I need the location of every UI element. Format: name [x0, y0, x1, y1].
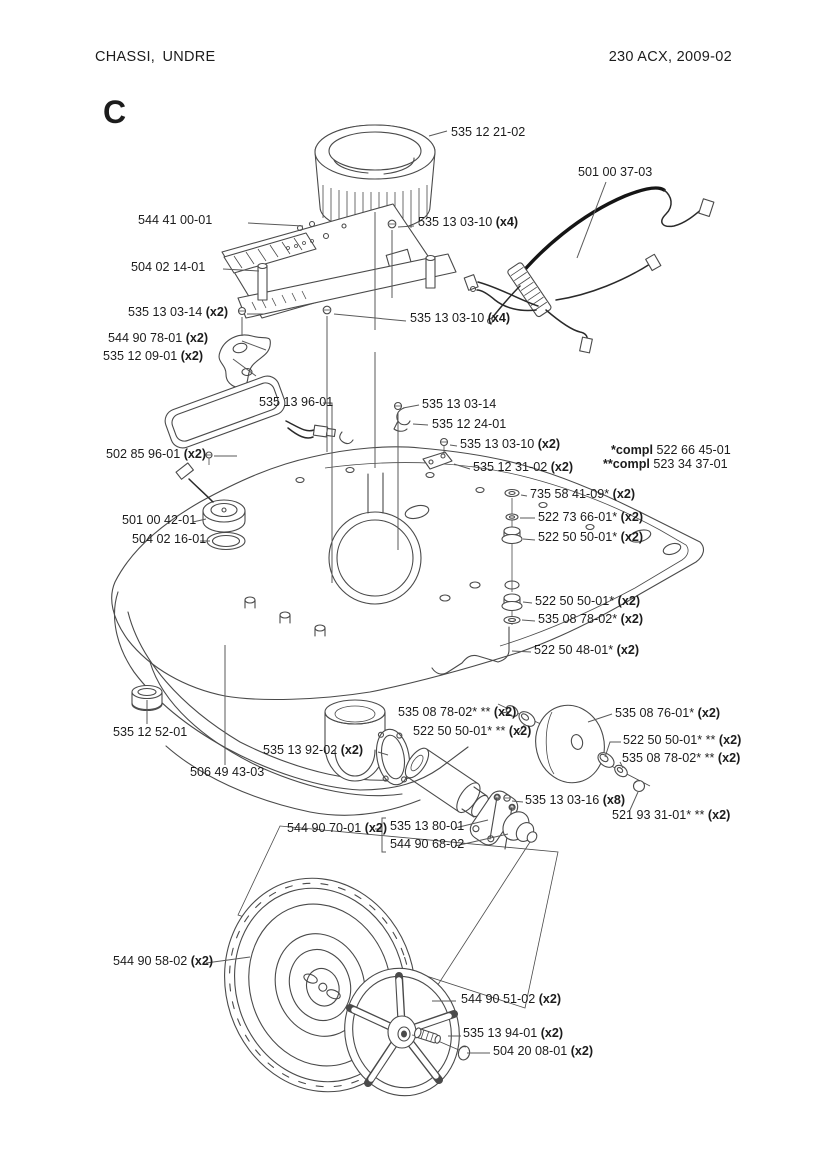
part-label: 522 50 48-01* (x2) [534, 643, 640, 657]
part-label: 535 13 03-16 (x8) [525, 793, 626, 807]
part-label: 535 13 03-14 (x2) [128, 305, 229, 319]
part-label: 535 08 78-02* ** (x2) [622, 751, 741, 765]
part-label: 522 73 66-01* (x2) [538, 510, 644, 524]
part-label: 535 08 78-02* (x2) [538, 612, 644, 626]
section-letter: C [103, 94, 127, 130]
page-title: CHASSI, UNDRE [95, 49, 216, 65]
part-label: 544 41 00-01 [138, 213, 213, 227]
part-label: 535 12 24-01 [432, 417, 507, 431]
part-label: 535 13 80-01 [390, 819, 465, 833]
part-label: 535 13 03-10 (x2) [460, 437, 561, 451]
footnote: **compl 523 34 37-01 [603, 457, 728, 471]
part-label: 522 50 50-01* (x2) [538, 530, 644, 544]
part-label: 535 13 96-01 [259, 395, 334, 409]
part-label: 544 90 58-02 (x2) [113, 954, 214, 968]
part-label: 521 93 31-01* ** (x2) [612, 808, 731, 822]
part-label: 535 08 76-01* (x2) [615, 706, 721, 720]
part-label: 501 00 37-03 [578, 165, 653, 179]
part-label: 535 13 03-10 (x4) [410, 311, 511, 325]
part-label: 535 12 31-02 (x2) [473, 460, 574, 474]
part-label: 522 50 50-01* ** (x2) [623, 733, 742, 747]
part-label: 544 90 70-01 (x2) [287, 821, 388, 835]
oring-drawing [207, 533, 245, 550]
part-label: 535 12 52-01 [113, 725, 188, 739]
footnote: *compl 522 66 45-01 [611, 443, 731, 457]
wheel-motor-drawing [401, 744, 539, 849]
battery-cover-drawing [162, 373, 353, 452]
part-label: 502 85 96-01 (x2) [106, 447, 207, 461]
part-label: 504 02 14-01 [131, 260, 206, 274]
part-label: 535 12 09-01 (x2) [103, 349, 204, 363]
part-label: 735 58 41-09* (x2) [530, 487, 636, 501]
part-label: 504 20 08-01 (x2) [493, 1044, 594, 1058]
part-label: 535 13 92-02 (x2) [263, 743, 364, 757]
part-label: 522 50 50-01* ** (x2) [413, 724, 532, 738]
part-label: 535 12 21-02 [451, 125, 526, 139]
part-label: 504 02 16-01 [132, 532, 207, 546]
part-label: 535 13 94-01 (x2) [463, 1026, 564, 1040]
part-label: 544 90 51-02 (x2) [461, 992, 562, 1006]
part-label: 535 13 03-10 (x4) [418, 215, 519, 229]
part-label: 535 13 03-14 [422, 397, 497, 411]
part-label: 501 00 42-01 [122, 513, 197, 527]
part-label: 544 90 68-02 [390, 837, 465, 851]
part-label: 522 50 50-01* (x2) [535, 594, 641, 608]
part-label: 506 49 43-03 [190, 765, 265, 779]
part-label: 535 08 78-02* ** (x2) [398, 705, 517, 719]
model-revision: 230 ACX, 2009-02 [608, 49, 732, 65]
wiring-harness-drawing [464, 188, 714, 353]
part-label: 544 90 78-01 (x2) [108, 331, 209, 345]
clip-drawing [394, 408, 410, 431]
